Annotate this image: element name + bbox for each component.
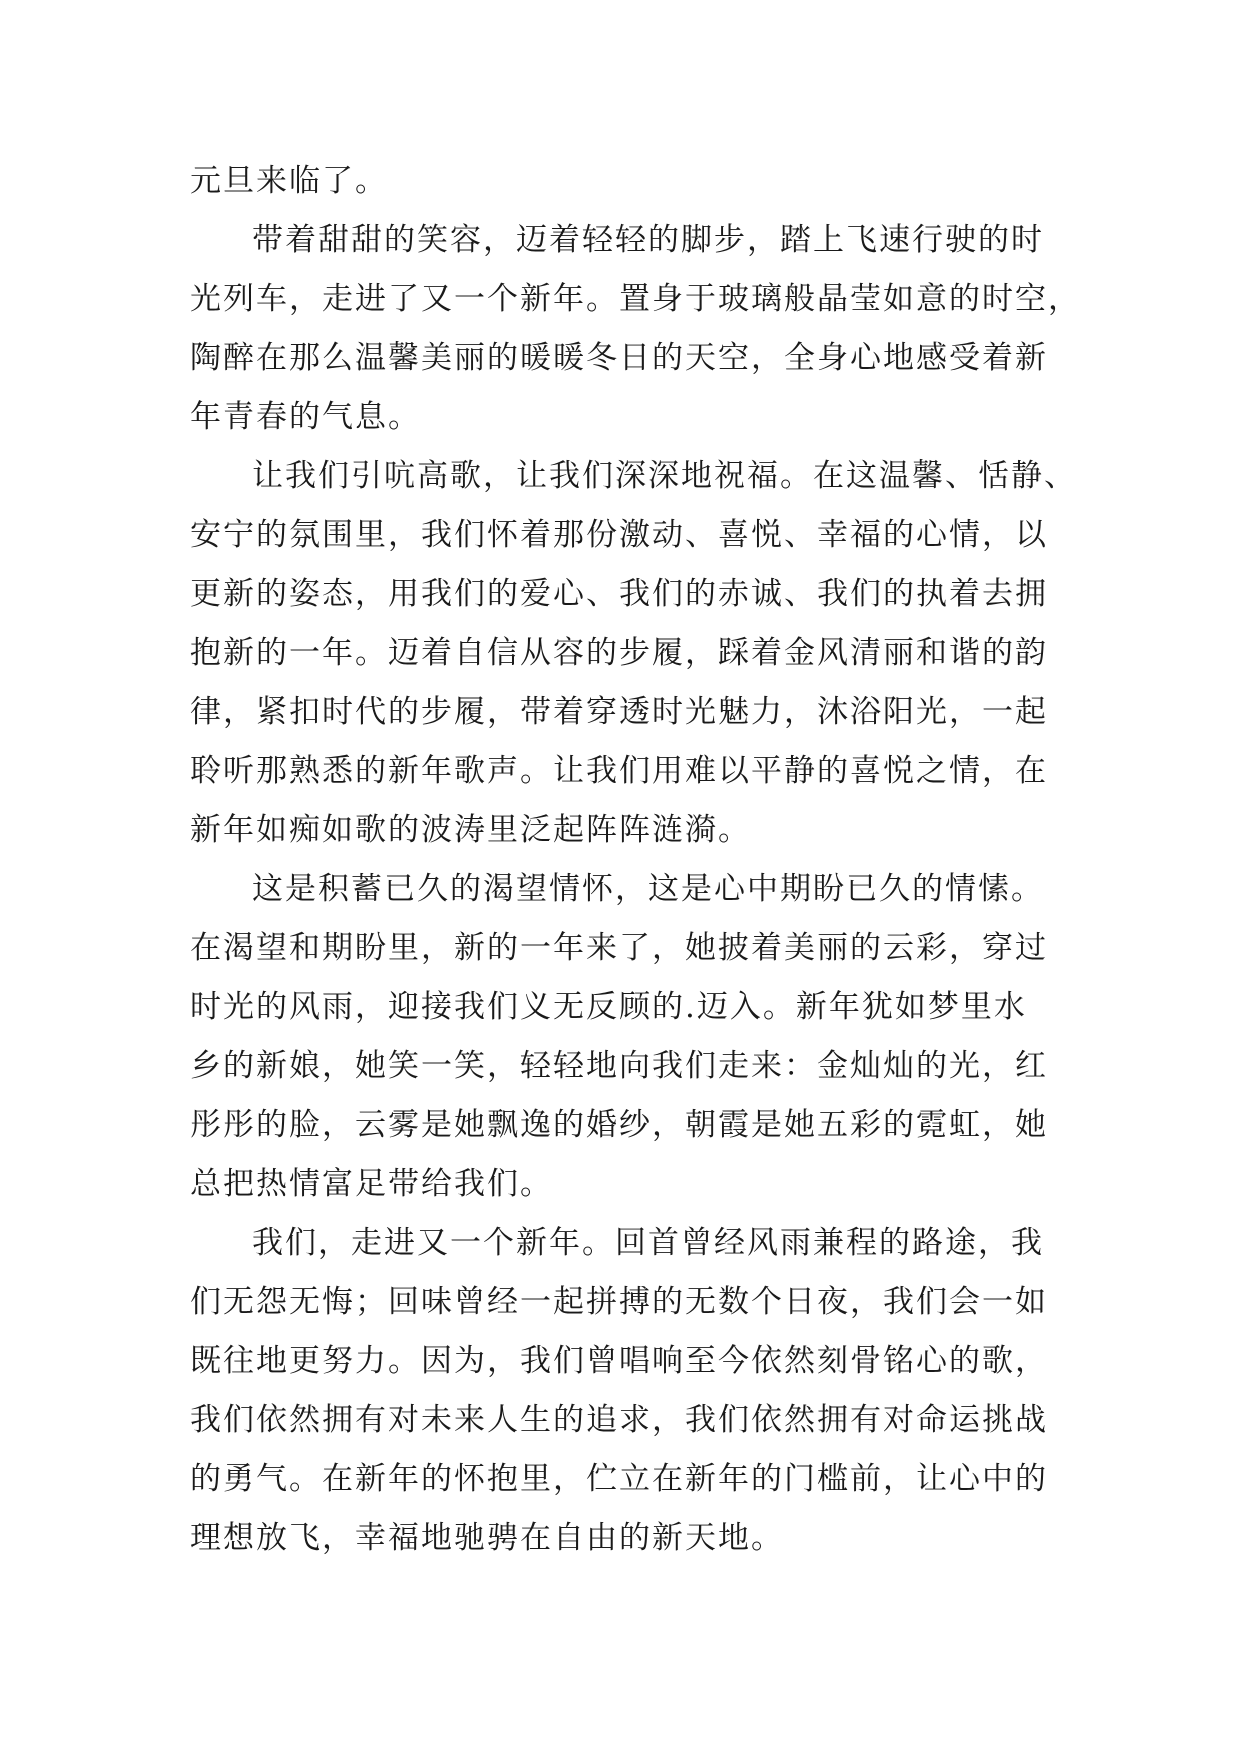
text-line: 陶醉在那么温馨美丽的暖暖冬日的天空，全身心地感受着新 (190, 340, 1048, 376)
text-line: 彤彤的脸，云雾是她飘逸的婚纱，朝霞是她五彩的霓虹，她 (190, 1107, 1048, 1143)
text-line: 时光的风雨，迎接我们义无反顾的.迈入。新年犹如梦里水 (190, 989, 1027, 1025)
paragraph-first-line: 我们，走进又一个新年。回首曾经风雨兼程的路途，我 (252, 1225, 1044, 1261)
paragraph-first-line: 带着甜甜的笑容，迈着轻轻的脚步，踏上飞速行驶的时 (252, 222, 1044, 258)
text-line: 抱新的一年。迈着自信从容的步履，踩着金风清丽和谐的韵 (190, 635, 1048, 671)
text-line: 律，紧扣时代的步履，带着穿透时光魅力，沐浴阳光，一起 (190, 694, 1048, 730)
paragraph-first-line: 让我们引吭高歌，让我们深深地祝福。在这温馨、恬静、 (252, 458, 1077, 494)
text-line: 安宁的氛围里，我们怀着那份激动、喜悦、幸福的心情，以 (190, 517, 1048, 553)
text-line: 既往地更努力。因为，我们曾唱响至今依然刻骨铭心的歌， (190, 1343, 1048, 1379)
text-line: 年青春的气息。 (190, 399, 421, 435)
document-body (190, 152, 1081, 1568)
text-line: 新年如痴如歌的波涛里泛起阵阵涟漪。 (190, 812, 751, 848)
paragraph-first-line: 这是积蓄已久的渴望情怀，这是心中期盼已久的情愫。 (252, 871, 1044, 907)
text-line: 的勇气。在新年的怀抱里，伫立在新年的门槛前，让心中的 (190, 1461, 1048, 1497)
text-line: 更新的姿态，用我们的爱心、我们的赤诚、我们的执着去拥 (190, 576, 1048, 612)
text-line: 在渴望和期盼里，新的一年来了，她披着美丽的云彩，穿过 (190, 930, 1048, 966)
text-line: 总把热情富足带给我们。 (190, 1166, 553, 1202)
text-line: 理想放飞，幸福地驰骋在自由的新天地。 (190, 1520, 784, 1556)
text-line: 光列车，走进了又一个新年。置身于玻璃般晶莹如意的时空， (190, 281, 1081, 317)
text-line: 乡的新娘，她笑一笑，轻轻地向我们走来：金灿灿的光，红 (190, 1048, 1048, 1084)
text-line: 聆听那熟悉的新年歌声。让我们用难以平静的喜悦之情，在 (190, 753, 1048, 789)
text-line: 们无怨无悔；回味曾经一起拼搏的无数个日夜，我们会一如 (190, 1284, 1048, 1320)
text-line: 元旦来临了。 (190, 163, 388, 199)
text-line: 我们依然拥有对未来人生的追求，我们依然拥有对命运挑战 (190, 1402, 1048, 1438)
